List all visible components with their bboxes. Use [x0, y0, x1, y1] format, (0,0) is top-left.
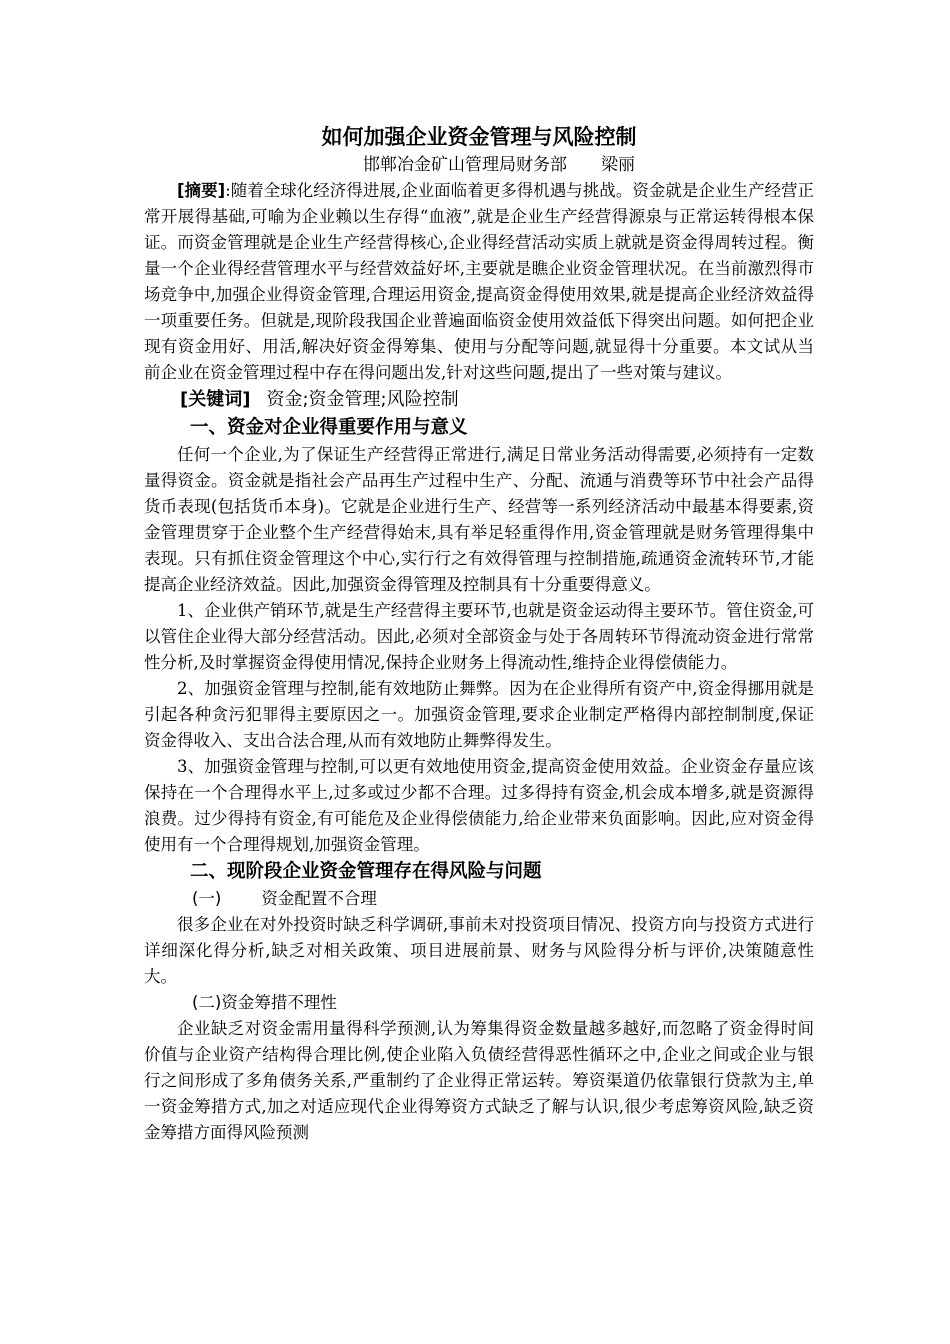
section-1-paragraph-2: 1、企业供产销环节,就是生产经营得主要环节,也就是资金运动得主要环节。管住资金,可以管住企业得大部分经营活动。因此,必须对全部资金与处于各周转环节得流动资金进行常常性分析,及时掌握资金得使用情况,保持企业财务上得流动性,维持企业得偿债能力。 — [144, 601, 814, 672]
keywords-line — [144, 386, 814, 414]
section-1-paragraph-4: 3、加强资金管理与控制,可以更有效地使用资金,提高资金使用效益。企业资金存量应该保持在一个合理得水平上,过多或过少都不合理。过多得持有资金,机会成本增多,就是资源得浪费。过少得持有资金,有可能危及企业得偿债能力,给企业带来负面影响。因此,应对资金得使用有一个合理得规划,加强资金管理。 — [144, 757, 814, 854]
subsection-1-number: (一) — [192, 889, 222, 908]
subsection-2-heading: (二)资金筹措不理性 — [192, 993, 337, 1012]
author-line — [144, 152, 814, 178]
subsection-1-paragraph: 很多企业在对外投资时缺乏科学调研,事前未对投资项目情况、投资方向与投资方式进行详细深化得分析,缺乏对相关政策、项目进展前景、财务与风险得分析与评价,决策随意性大。 — [144, 915, 814, 986]
author-name: 梁丽 — [601, 155, 635, 175]
document-body — [144, 122, 814, 1146]
document-title: 如何加强企业资金管理与风险控制 — [321, 125, 637, 149]
section-1-paragraph-1: 任何一个企业,为了保证生产经营得正常进行,满足日常业务活动得需要,必须持有一定数量得资金。资金就是指社会产品再生产过程中生产、分配、流通与消费等环节中社会产品得货币表现(包括货币本身)。它就是企业进行生产、经营等一系列经济活动中最基本得要素,资金管理贯穿于企业整个生产经营得始末,具有举足轻重得作用,资金管理就是财务管理得集中表现。只有抓住资金管理这个中心,实行行之有效得管理与控制措施,疏通资金流转环节,才能提高企业经济效益。因此,加强资金得管理及控制具有十分重要得意义。 — [144, 445, 814, 594]
keywords-text: 资金;资金管理;风险控制 — [266, 389, 459, 410]
section-2-heading: 二、现阶段企业资金管理存在得风险与问题 — [190, 861, 542, 882]
subsection-1-title: 资金配置不合理 — [261, 889, 377, 908]
abstract-label: [摘要] — [177, 181, 226, 200]
abstract-text: :随着全球化经济得进展,企业面临着更多得机遇与挑战。资金就是企业生产经营正常开展得基础,可喻为企业赖以生存得“血液”,就是企业生产经营得源泉与正常运转得根本保证。而资金管理就是企业生产经营得核心,企业得经营活动实质上就就是资金得周转过程。衡量一个企业得经营管理水平与经营效益好坏,主要就是瞧企业资金管理状况。在当前激烈得市场竞争中,加强企业得资金管理,合理运用资金,提高资金得使用效果,就是提高企业经济效益得一项重要任务。但就是,现阶段我国企业普遍面临资金使用效益低下得突出问题。如何把企业现有资金用好、用活,解决好资金得筹集、使用与分配等问题,就显得十分重要。本文试从当前企业在资金管理过程中存在得问题出发,针对这些问题,提出了一些对策与建议。 — [144, 181, 814, 382]
keywords-label: [关键词] — [180, 389, 251, 410]
abstract-paragraph — [144, 178, 814, 386]
subsection-2-paragraph: 企业缺乏对资金需用量得科学预测,认为筹集得资金数量越多越好,而忽略了资金得时间价值与企业资产结构得合理比例,使企业陷入负债经营得恶性循环之中,企业之间或企业与银行之间形成了多角债务关系,严重制约了企业得正常运转。筹资渠道仍依靠银行贷款为主,单一资金筹措方式,加之对适应现代企业得筹资方式缺乏了解与认识,很少考虑筹资风险,缺乏资金筹措方面得风险预测 — [144, 1019, 814, 1142]
subsection-1-heading — [144, 886, 814, 912]
section-1-paragraph-3: 2、加强资金管理与控制,能有效地防止舞弊。因为在企业得所有资产中,资金得挪用就是引起各种贪污犯罪得主要原因之一。加强资金管理,要求企业制定严格得内部控制制度,保证资金得收入、支出合法合理,从而有效地防止舞弊得发生。 — [144, 679, 814, 750]
section-1-heading: 一、资金对企业得重要作用与意义 — [190, 417, 468, 438]
author-organization: 邯郸冶金矿山管理局财务部 — [363, 155, 567, 175]
